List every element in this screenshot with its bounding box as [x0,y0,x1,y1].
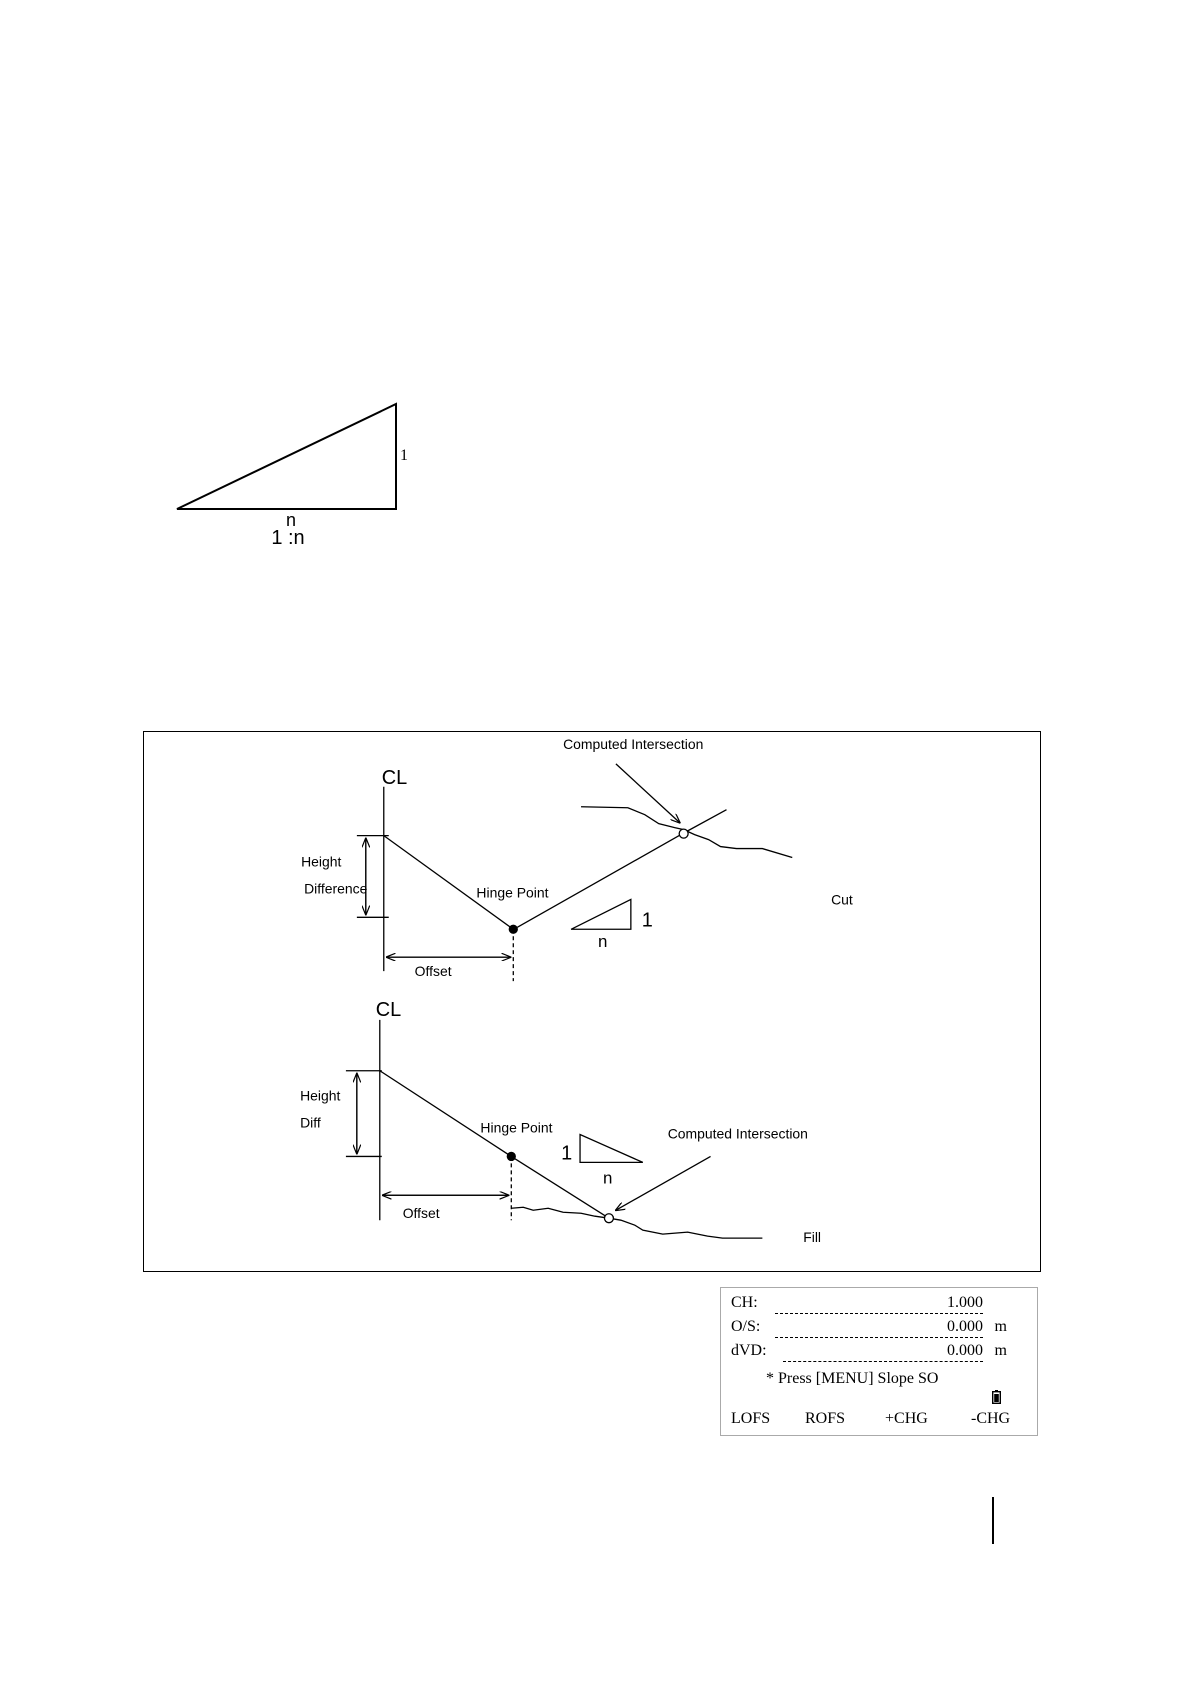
os-row [731,1318,1031,1338]
fill-hinge-point [507,1152,515,1160]
fill-hinge-label: Hinge Point [480,1119,553,1136]
softkey-plus-chg[interactable]: +CHG [885,1410,928,1427]
dvd-row [731,1342,1031,1362]
dvd-underline [783,1361,983,1362]
cut-height-label: Height [301,853,342,870]
cut-cl-label: CL [381,766,408,789]
ch-row [731,1294,1031,1314]
fill-intersection-pointer [616,1156,711,1210]
dvd-unit: m [994,1342,1007,1359]
instrument-screen [720,1287,1038,1436]
fill-intersection-label: Computed Intersection [667,1125,808,1142]
fill-design-line [380,1071,512,1157]
ch-value[interactable]: 1.000 [947,1294,983,1311]
page-margin-rule [992,1497,994,1544]
ch-label: CH: [731,1294,758,1311]
fill-offset-label: Offset [402,1205,440,1222]
cut-difference-label: Difference [304,880,368,897]
slope-staking-figure [143,731,1041,1272]
fill-diff-label: Diff [300,1114,321,1131]
ch-underline [775,1313,983,1314]
cut-intersection-point [679,829,688,838]
menu-hint: * Press [MENU] Slope SO [766,1370,939,1387]
fill-type-label: Fill [803,1229,822,1246]
fill-height-label: Height [300,1087,341,1104]
fill-slope-run-label: n [602,1168,613,1188]
cut-intersection-label: Computed Intersection [563,735,704,752]
softkey-minus-chg[interactable]: -CHG [971,1410,1011,1427]
ratio-vertical-label: 1 [400,447,408,464]
ratio-base-label: n [285,510,297,530]
cut-slope-triangle [571,899,631,929]
cut-slope-run-label: n [597,932,608,952]
dvd-label: dVD: [731,1342,767,1359]
cut-offset-label: Offset [414,963,452,980]
cut-hinge-point [509,925,517,933]
battery-icon [992,1390,1001,1404]
fill-ground-line [511,1207,762,1238]
softkey-lofs[interactable]: LOFS [731,1410,771,1427]
dvd-value[interactable]: 0.000 [947,1342,983,1359]
cut-design-line [384,836,514,930]
softkey-rofs[interactable]: ROFS [805,1410,846,1427]
fill-cl-label: CL [375,998,402,1021]
fill-slope-line [511,1156,609,1218]
cut-intersection-pointer [616,764,680,823]
os-underline [775,1337,983,1338]
slope-ratio-diagram [160,390,420,550]
fill-slope-rise-label: 1 [561,1142,573,1165]
fill-slope-triangle [580,1135,643,1163]
cut-slope-extension [683,810,727,834]
os-value[interactable]: 0.000 [947,1318,983,1335]
fill-labels [300,999,821,1245]
cut-slope-rise-label: 1 [641,909,653,932]
fill-intersection-point [604,1214,613,1223]
cut-diagram [357,764,792,981]
ratio-label: 1 :n [271,527,305,549]
os-label: O/S: [731,1318,761,1335]
ratio-triangle [177,404,396,509]
cut-slope-line [517,834,682,928]
os-unit: m [994,1318,1007,1335]
cut-type-label: Cut [831,891,853,908]
cut-hinge-label: Hinge Point [476,884,549,901]
